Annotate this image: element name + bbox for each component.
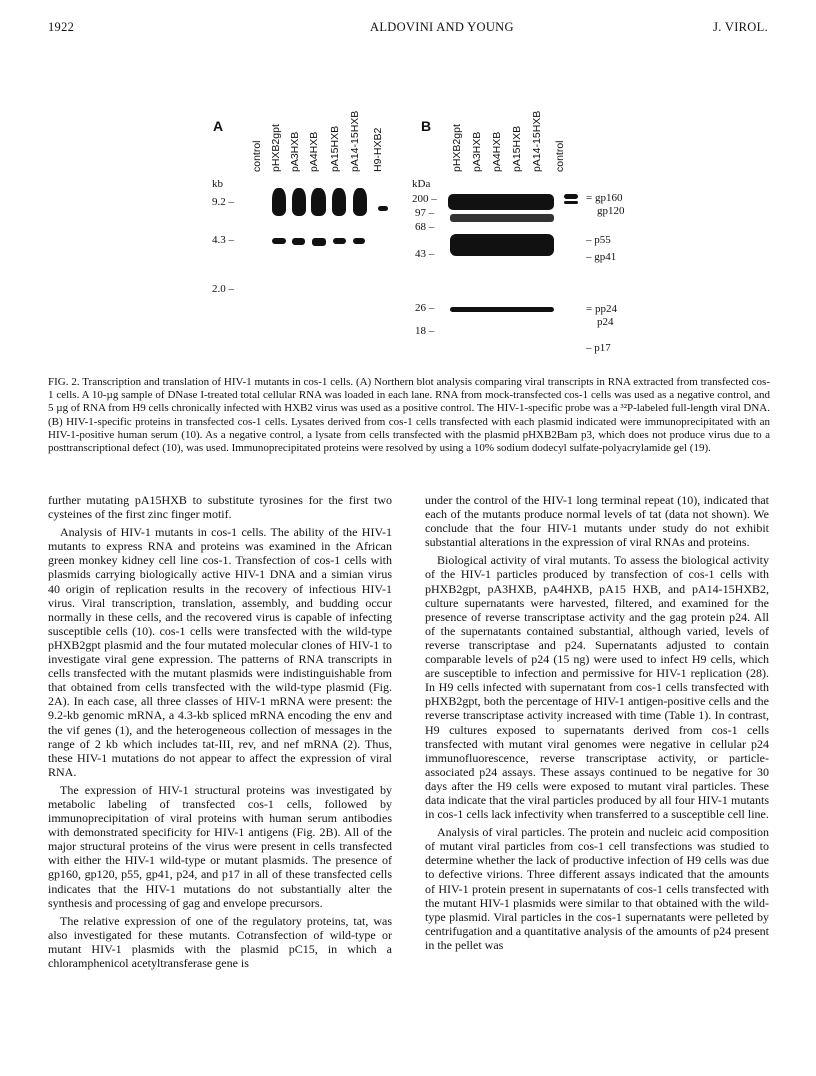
band <box>272 238 286 244</box>
panel-b-unit: kDa <box>412 178 431 190</box>
band <box>564 194 578 199</box>
paragraph: under the control of the HIV-1 long terminal repeat (10), indicated that each of the mutants produce normal levels of tat (data not shown). We conclude that the four HIV-1 mutants under study do not exhibit substantial alterations in the expression of viral RNAs and proteins. <box>425 493 769 550</box>
protein-label: gp120 <box>597 205 625 217</box>
band <box>292 238 305 245</box>
figure-caption: FIG. 2. Transcription and translation of HIV-1 mutants in cos-1 cells. (A) Northern blot analysis comparing viral transcripts in RNA extracted from transfected cos-1 cells. A 10-µg sample of DNase I-treated total cellular RNA was loaded in each lane. RNA from mock-transfected cos-1 cells was used as a negative control, and 5 µg of RNA from H9 cells chronically infected with HXB2 virus was used as a positive control. The HIV-1-specific probe was a ³²P-labeled full-length viral DNA. (B) HIV-1-specific proteins in transfected cos-1 cells. Lysates derived from cos-1 cells transfected with each plasmid indicated were immunoprecipitated with an HIV-1-positive human serum (10). As a negative control, a lysate from cells transfected with the plasmid pHXB2Bam p3, which does not produce virus due to a posttranscriptional defect (10), was used. Immunoprecipitated proteins were resolved by using a 10% sodium dodecyl sulfate-polyacrylamide gel (19). <box>48 376 770 455</box>
lane-label: pA4HXB <box>308 131 320 172</box>
panel-b-marker: 68 – <box>415 221 435 233</box>
panel-a-marker: 2.0 – <box>212 283 234 295</box>
paragraph: Biological activity of viral mutants. To assess the biological activity of the HIV-1 particles produced by transfection of cos-1 cells with pHXB2gpt, pA3HXB, pA4HXB, pA15 HXB, and pA14-15HXB2, culture supernatants were harvested, filtered, and examined for the presence of reverse transcriptase activity and the gag protein p24. All of the supernatants contained substantial, although varied, levels of reverse transcriptase and p24. Supernatants adjusted to contain comparable levels of p24 (15 ng) were used to infect H9 cells, which are susceptible to infection and permissive for HIV-1 replication (28). In H9 cells infected with supernatant from cos-1 cells transfected with pHXB2gpt, both the percentage of HIV-1 antigen-positive cells and the reverse transcriptase activity increased with time (Table 1). In contrast, H9 cultures exposed to supernatants derived from cos-1 cells transfected with mutant viral genomes were negative in cellular p24 immunofluorescence, reverse transcriptase activity, or particle-associated p24 assays. These assays continued to be negative for 30 days after the H9 cells were exposed to mutant viral particles. These data indicate that the viral particles produced by all four HIV-1 mutants in cos-1 cells lack infectivity when transferred to a susceptible cell line. <box>425 553 769 822</box>
band <box>450 214 554 222</box>
panel-b-marker: 97 – <box>415 207 435 219</box>
paragraph: Analysis of viral particles. The protein and nucleic acid composition of mutant viral particles from cos-1 cell transfections was studied to determine whether the lack of productive infection of H9 cells was due to defective virions. Three different assays indicated that the amounts of HIV-1 protein present in supernatants of cos-1 cells transfected with the mutant HIV-1 plasmids were similar to that obtained with the wild-type plasmid. Viral particles in the cos-1 supernatants were pelleted by centrifugation and a quantitative analysis of the amounts of p24 present in the pellet was <box>425 825 769 952</box>
right-column <box>425 493 769 956</box>
band <box>312 238 326 246</box>
panel-b-marker: 26 – <box>415 302 435 314</box>
band <box>292 188 306 216</box>
protein-label: = gp160 <box>586 192 623 204</box>
lane-label: pA4HXB <box>491 131 503 172</box>
panel-a-marker: 4.3 – <box>212 234 234 246</box>
lane-label: pHXB2gpt <box>270 124 282 172</box>
lane-label: pHXB2gpt <box>451 124 463 172</box>
band <box>378 206 388 211</box>
band <box>332 188 346 216</box>
protein-label: – p55 <box>586 234 611 246</box>
panel-b-blot <box>446 186 586 326</box>
panel-a-unit: kb <box>212 178 223 190</box>
panel-a-blot <box>266 180 406 260</box>
paragraph: The relative expression of one of the regulatory proteins, tat, was also investigated for these mutants. Cotransfection of wild-type or mutant HIV-1 plasmids with the plasmid pC15, in which a chloramphenicol acetyltransferase gene is <box>48 913 392 970</box>
protein-label: – gp41 <box>586 251 617 263</box>
lane-label: control <box>251 140 263 172</box>
band <box>450 307 554 312</box>
band <box>311 188 326 216</box>
lane-label: pA15HXB <box>511 125 523 172</box>
journal-name: J. VIROL. <box>713 20 768 34</box>
lane-label: pA14-15HXB <box>349 110 361 172</box>
band <box>450 234 554 256</box>
panel-a-marker: 9.2 – <box>212 196 234 208</box>
panel-b-marker: 18 – <box>415 325 435 337</box>
panel-b-marker: 43 – <box>415 248 435 260</box>
paragraph: further mutating pA15HXB to substitute tyrosines for the first two cysteines of the first zinc finger motif. <box>48 493 392 522</box>
panel-b-marker: 200 – <box>412 193 437 205</box>
paragraph: The expression of HIV-1 structural proteins was investigated by metabolic labeling of transfected cos-1 cells, followed by immunoprecipitation of viral proteins with human serum antibodies with demonstrated specificity for HIV-1 antigens (Fig. 2B). All of the major structural proteins of the virus were present in cells transfected with either the HIV-1 wild-type or mutant plasmids. The presence of gp160, gp120, p55, gp41, p24, and p17 in all of these transfected cells indicates that the HIV-1 mutations do not substantially alter the synthesis and processing of gag and envelope precursors. <box>48 782 392 910</box>
lane-label: pA15HXB <box>329 125 341 172</box>
band <box>564 201 578 204</box>
protein-label: – p17 <box>586 342 611 354</box>
lane-label: pA14-15HXB <box>531 110 543 172</box>
band <box>448 194 554 210</box>
panel-b-letter: B <box>421 118 432 134</box>
lane-label: pA3HXB <box>471 131 483 172</box>
band <box>353 238 365 244</box>
running-authors: ALDOVINI AND YOUNG <box>370 20 514 34</box>
lane-label: control <box>554 140 566 172</box>
left-column <box>48 493 392 974</box>
protein-label: = pp24 <box>586 303 617 315</box>
band <box>272 188 286 216</box>
paragraph: Analysis of HIV-1 mutants in cos-1 cells. The ability of the HIV-1 mutants to express RNA and proteins was examined in the African green monkey kidney cell line cos-1. Transfection of cos-1 cells with plasmids carrying biologically active HIV-1 DNA and a simian virus 40 origin of replication results in the recovery of infectious HIV-1 virus. Viral transcription, translation, assembly, and budding occur normally in these cells, and the recovered virus is capable of infecting susceptible cells (10). cos-1 cells were transfected with the wild-type pHXB2gpt plasmid and the four mutated molecular clones of HIV-1 to investigate viral gene expression. The patterns of RNA transcripts in cells transfected with the mutant plasmids were indistinguishable from that obtained from cells transfected with the wild-type plasmid (Fig. 2A). In each case, all three classes of HIV-1 mRNA were present: the 9.2-kb genomic mRNA, a 4.3-kb spliced mRNA encoding the env and the vif genes (1), and the heterogeneous collection of messages in the range of 2 kb which includes tat-III, rev, and nef mRNA (2). Thus, these HIV-1 mutations do not appear to affect the expression of viral RNA. <box>48 525 392 779</box>
page-number: 1922 <box>48 20 75 34</box>
lane-label: H9-HXB2 <box>372 127 384 172</box>
band <box>353 188 367 216</box>
panel-a-letter: A <box>213 118 224 134</box>
lane-label: pA3HXB <box>289 131 301 172</box>
band <box>333 238 346 244</box>
protein-label: p24 <box>597 316 614 328</box>
